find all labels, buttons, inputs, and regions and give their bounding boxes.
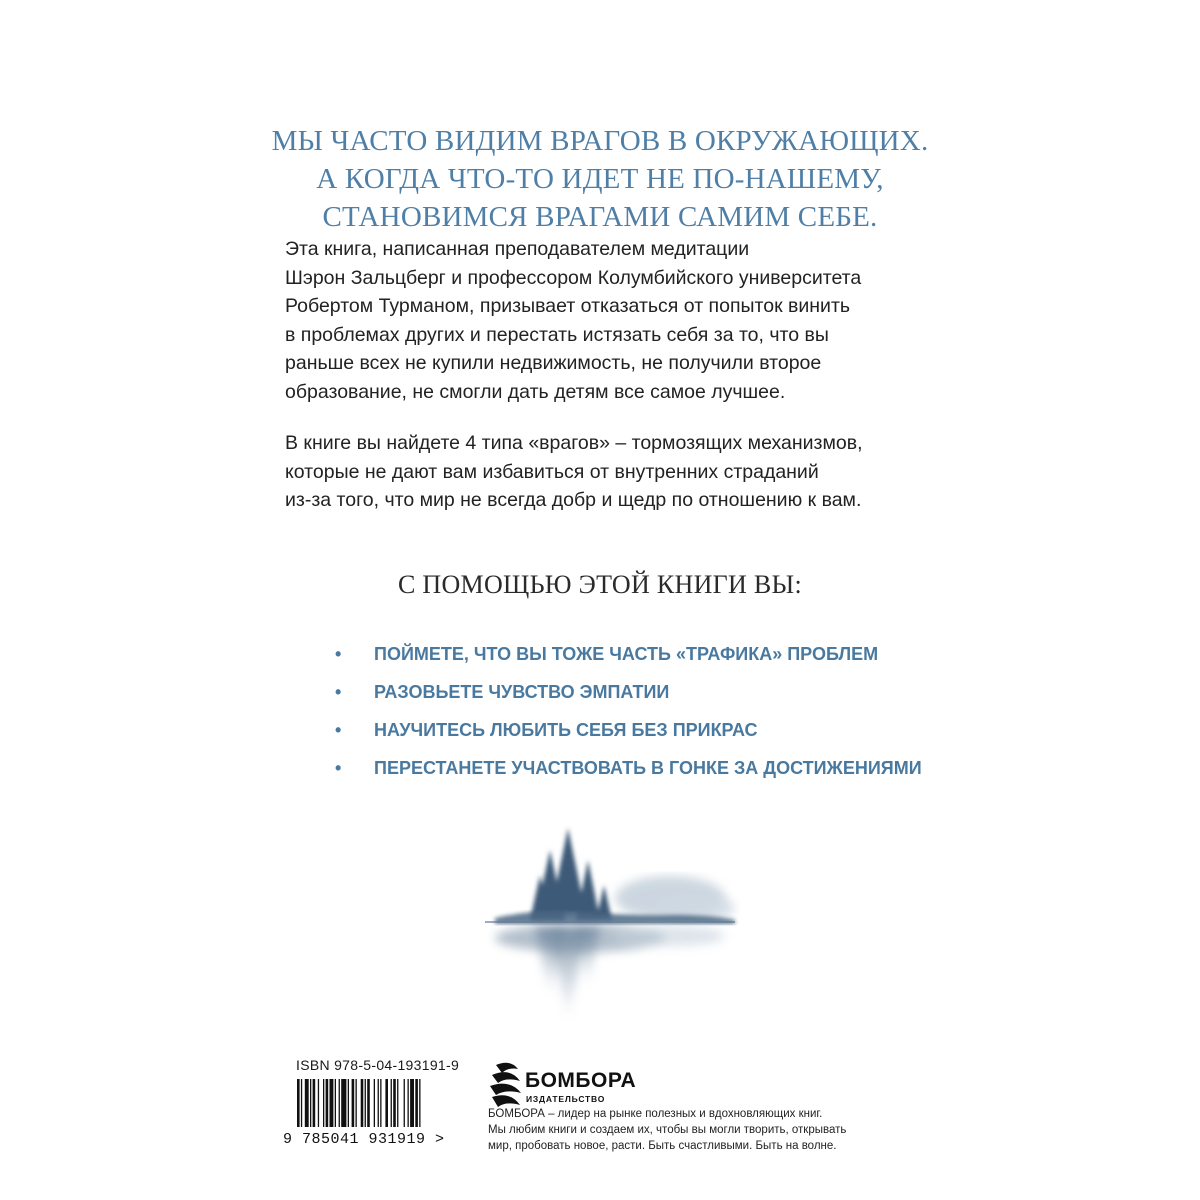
bullet-icon: • <box>335 682 342 702</box>
headline-line: МЫ ЧАСТО ВИДИМ ВРАГОВ В ОКРУЖАЮЩИХ. <box>271 125 929 157</box>
bullet-icon: • <box>335 720 342 740</box>
paragraph-line: Шэрон Зальцберг и профессором Колумбийского университета <box>285 266 862 289</box>
list-item <box>335 678 955 716</box>
headline <box>200 122 1000 236</box>
paragraph-line: раньше всех не купили недвижимость, не получили второе <box>285 352 822 375</box>
paragraph-line: образование, не смогли дать детям все самое лучшее. <box>285 380 786 403</box>
list-item <box>335 640 955 678</box>
bullet-icon: • <box>335 758 342 778</box>
list-item-text: ПЕРЕСТАНЕТЕ УЧАСТВОВАТЬ В ГОНКЕ ЗА ДОСТИЖЕНИЯМИ <box>374 758 922 778</box>
list-item <box>335 716 955 754</box>
description-paragraph-1 <box>285 235 945 407</box>
list-item-text: НАУЧИТЕСЬ ЛЮБИТЬ СЕБЯ БЕЗ ПРИКРАС <box>374 720 758 740</box>
bullet-icon: • <box>335 644 342 664</box>
paragraph-line: В книге вы найдете 4 типа «врагов» – тормозящих механизмов, <box>285 432 863 454</box>
description-paragraph-2 <box>285 429 945 515</box>
publisher-logo-name: БОМБОРА <box>525 1069 637 1092</box>
list-item <box>335 754 955 792</box>
publisher-logo-subtitle: ИЗДАТЕЛЬСТВО <box>526 1094 606 1104</box>
paragraph-line: в проблемах других и перестать истязать себя за то, что вы <box>285 323 829 346</box>
headline-line: СТАНОВИМСЯ ВРАГАМИ САМИМ СЕБЕ. <box>322 201 878 233</box>
headline-line: А КОГДА ЧТО-ТО ИДЕТ НЕ ПО-НАШЕМУ, <box>316 163 884 195</box>
benefits-heading: С ПОМОЩЬЮ ЭТОЙ КНИГИ ВЫ: <box>397 570 803 599</box>
publisher-description <box>488 1106 908 1154</box>
publisher-line: Мы любим книги и создаем их, чтобы вы могли творить, открывать <box>488 1124 847 1136</box>
barcode-digits: 9 785041 931919 > <box>283 1127 458 1153</box>
isbn-label: ISBN 978-5-04-193191-9 <box>296 1057 460 1073</box>
list-item-text: ПОЙМЕТЕ, ЧТО ВЫ ТОЖЕ ЧАСТЬ «ТРАФИКА» ПРОБЛЕМ <box>374 644 879 664</box>
paragraph-line: Робертом Турманом, призывает отказаться от попыток винить <box>285 295 851 318</box>
publisher-line: БОМБОРА – лидер на рынке полезных и вдохновляющих книг. <box>488 1108 823 1120</box>
paragraph-line: которые не дают вам избавиться от внутренних страданий <box>285 460 819 483</box>
publisher-line: мир, пробовать новое, расти. Быть счастливыми. Быть на волне. <box>488 1140 837 1152</box>
list-item-text: РАЗОВЬЕТЕ ЧУВСТВО ЭМПАТИИ <box>374 682 670 702</box>
benefits-list <box>335 640 955 792</box>
paragraph-line: из-за того, что мир не всегда добр и щедр по отношению к вам. <box>285 489 862 512</box>
paragraph-line: Эта книга, написанная преподавателем медитации <box>285 238 750 260</box>
watercolor-forest-island-icon <box>480 820 740 1040</box>
